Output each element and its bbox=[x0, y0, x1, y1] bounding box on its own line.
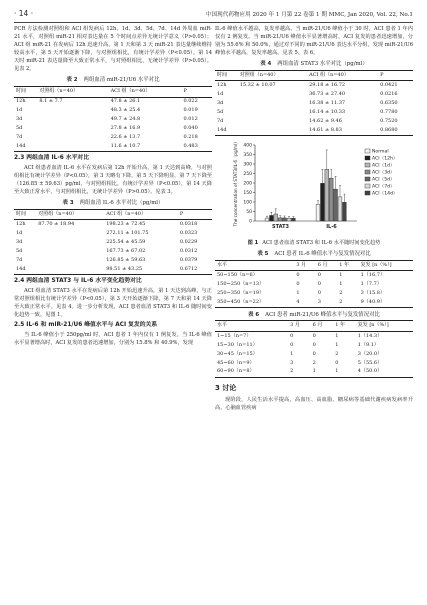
table-cell: 5d bbox=[16, 247, 23, 254]
table-3-row bbox=[14, 265, 212, 274]
table-cell: 27.8 ± 16.9 bbox=[110, 124, 141, 131]
table-cell bbox=[37, 115, 108, 124]
table-cell: 0.483 bbox=[183, 142, 198, 149]
table-6-row bbox=[215, 332, 413, 341]
table-cell: 0.0216 bbox=[380, 90, 398, 97]
table-cell: 0 bbox=[312, 341, 316, 348]
table-6-header: 水平 bbox=[217, 322, 228, 329]
table-6-number: 表 6 bbox=[248, 312, 260, 318]
table-cell: 1d bbox=[16, 107, 23, 114]
table-cell: 1（7.7） bbox=[360, 280, 382, 287]
table-cell: 14d bbox=[217, 126, 227, 133]
table-cell: 16.14 ± 10.33 bbox=[309, 108, 346, 115]
table-5-header: 3 月 bbox=[296, 261, 307, 268]
table-cell: 12h bbox=[16, 98, 26, 105]
legend-swatch bbox=[365, 177, 370, 181]
table-cell: 0 bbox=[317, 280, 321, 287]
table-cell: 16.38 ± 11.37 bbox=[309, 99, 346, 106]
table-cell: 4（50.0） bbox=[357, 368, 383, 375]
table-cell: 14.61 ± 8.83 bbox=[309, 126, 342, 133]
bar bbox=[292, 218, 296, 221]
legend-label: ACI（3d） bbox=[372, 170, 395, 176]
table-cell: 45~60（n=9） bbox=[217, 359, 255, 366]
table-6-caption bbox=[215, 311, 413, 319]
table-cell: 2 bbox=[290, 368, 294, 375]
table-cell: 5（55.6） bbox=[357, 359, 383, 366]
table-cell: 3d bbox=[16, 115, 23, 122]
table-cell: 1 bbox=[335, 368, 339, 375]
table-5-row bbox=[215, 289, 413, 298]
table-cell: 0.6350 bbox=[380, 99, 398, 106]
table-6-title: ACI 患者 miR-21/U6 峰值水平与复发情况对比 bbox=[265, 312, 380, 318]
table-4-body bbox=[215, 81, 413, 136]
table-4-header: 对照组（n=40） bbox=[239, 71, 279, 78]
table-2-row bbox=[14, 124, 212, 133]
table-cell: 0 bbox=[317, 289, 321, 296]
table-4-row bbox=[215, 117, 413, 126]
table-6-row bbox=[215, 341, 413, 350]
y-tick-label: 250 bbox=[243, 172, 252, 178]
table-cell: 87.70 ± 18.94 bbox=[38, 221, 75, 228]
section-heading-2-3: 2.3 两组血清 IL-6 水平对比 bbox=[14, 155, 89, 162]
table-cell: 1 bbox=[312, 368, 316, 375]
table-cell: 12h bbox=[16, 221, 26, 228]
table-3-row bbox=[14, 256, 212, 265]
table-cell: 0 bbox=[296, 280, 300, 287]
table-2 bbox=[14, 86, 212, 152]
table-cell: 0.019 bbox=[183, 107, 198, 114]
table-3-row bbox=[14, 229, 212, 238]
table-cell: 0.8680 bbox=[380, 126, 398, 133]
table-2-header: 时间 bbox=[16, 87, 27, 94]
table-cell: 0 bbox=[290, 341, 294, 348]
table-cell: 7d bbox=[217, 117, 224, 124]
table-4-header: ACI 组（n=40） bbox=[309, 71, 349, 78]
table-cell bbox=[36, 238, 104, 247]
right-column bbox=[215, 25, 413, 413]
table-4-header-row bbox=[215, 70, 413, 81]
table-6-header: 1 年 bbox=[335, 322, 345, 329]
table-cell bbox=[37, 142, 108, 151]
table-6-header: 复发 [n（%）] bbox=[357, 322, 389, 329]
table-cell bbox=[37, 133, 108, 142]
figure-1-title: ACI 患者血清 STAT3 和 IL-6 水平随时间变化趋势 bbox=[262, 240, 381, 247]
table-5-header: 复发 [n（%）] bbox=[360, 261, 392, 268]
section-heading-2-5: 2.5 IL-6 和 miR-21/U6 峰值水平与 ACI 复发的关系 bbox=[14, 322, 158, 329]
table-6-header-row bbox=[215, 321, 413, 332]
table-3-body bbox=[14, 220, 212, 275]
table-cell bbox=[238, 90, 307, 99]
table-cell: 48.3 ± 25.4 bbox=[110, 107, 141, 114]
table-cell: 0.0229 bbox=[179, 238, 198, 245]
table-cell: 4 bbox=[296, 298, 300, 305]
y-tick-label: 0 bbox=[249, 219, 252, 225]
table-5-header: 水平 bbox=[217, 261, 228, 268]
table-2-body bbox=[14, 97, 212, 152]
table-4 bbox=[215, 70, 413, 136]
bar bbox=[321, 183, 325, 221]
table-4-caption bbox=[215, 60, 413, 68]
table-cell: 0.7780 bbox=[380, 108, 398, 115]
section-heading-2-4: 2.4 两组血清 STAT3 与 IL-6 水平变化趋势对比 bbox=[14, 278, 142, 285]
bar bbox=[338, 197, 342, 221]
bar-chart bbox=[215, 139, 413, 235]
table-cell: 30~45（n=15） bbox=[217, 350, 258, 357]
legend-label: Normal bbox=[372, 149, 389, 155]
left-column bbox=[14, 25, 212, 348]
table-2-caption bbox=[14, 76, 212, 84]
table-cell: 0.7520 bbox=[380, 117, 398, 124]
table-3-header: P bbox=[179, 210, 184, 217]
table-6-row bbox=[215, 350, 413, 359]
table-6-header: 6 月 bbox=[312, 322, 323, 329]
bar bbox=[287, 218, 291, 221]
table-cell: 98.51 ± 43.25 bbox=[106, 265, 143, 272]
table-cell: 1d bbox=[16, 230, 23, 237]
paragraph-recurrence-mir21: IL-6 峰值水平越高，复发率越高。当 miR-21/U6 峰值小于 30 时，ACI 患者 1 年内仅有 2 例复发。当 miR-21/U6 峰值水平显著增高时，ACI 复发的患者迅速增加，分别为 55.6% 和 50.0%，通过对不同的 miR-21/U6 表达水平分组，发现 miR-21/U6 峰值水平越高，复发率越高。见表 5、表 6。 bbox=[215, 26, 413, 57]
table-cell: 36.73 ± 27.40 bbox=[309, 90, 346, 97]
table-cell: 3 bbox=[290, 359, 294, 366]
y-axis-label: The concentration of STAT3/IL-6（pg/ml） bbox=[233, 139, 238, 227]
table-cell: 3 bbox=[317, 298, 321, 305]
table-cell: 50~150（n=6） bbox=[217, 271, 258, 278]
table-cell: 3（15.8） bbox=[360, 289, 385, 296]
table-cell: 47.8 ± 26.1 bbox=[110, 98, 141, 105]
bar bbox=[329, 178, 333, 221]
table-5-row bbox=[215, 298, 413, 307]
table-cell bbox=[238, 99, 307, 108]
legend-label: ACI（5d） bbox=[372, 177, 395, 183]
table-cell: 1 bbox=[335, 332, 339, 339]
table-4-row bbox=[215, 126, 413, 135]
table-5-header: 1 年 bbox=[339, 261, 349, 268]
table-cell: 198.23 ± 72.45 bbox=[106, 221, 146, 228]
table-cell: 0.0312 bbox=[179, 247, 198, 254]
table-cell: 0.0421 bbox=[380, 81, 398, 88]
table-3-header: 时间 bbox=[16, 210, 27, 217]
table-3-title: 两组血清 IL-6 水平对比（pg/ml） bbox=[79, 200, 164, 207]
table-cell: 0.040 bbox=[183, 124, 198, 131]
table-cell: 1 bbox=[290, 350, 294, 357]
table-2-header: ACI 组（n=40） bbox=[110, 87, 151, 94]
table-cell: 0 bbox=[335, 359, 339, 366]
table-3-row bbox=[14, 247, 212, 256]
table-4-row bbox=[215, 90, 413, 99]
table-4-header: P bbox=[380, 71, 384, 78]
table-cell: 126.85 ± 59.63 bbox=[106, 256, 146, 263]
table-cell: 3（20.0） bbox=[357, 350, 383, 357]
bar bbox=[316, 204, 320, 221]
table-2-header: 对照组（n=40） bbox=[39, 87, 79, 94]
y-tick-label: 150 bbox=[243, 191, 252, 197]
table-cell: 225.54 ± 45.59 bbox=[106, 238, 146, 245]
table-2-row bbox=[14, 133, 212, 142]
table-5-number: 表 5 bbox=[257, 251, 269, 258]
table-cell: 14d bbox=[16, 265, 26, 272]
paragraph-recurrence-il6: 当 IL-6 峰值小于 250pg/ml 时，ACI 患者 1 年内仅有 1 例复发。当 IL-6 峰值水平显著增高时，ACI 复发的患者迅速增加，分别为 15.8% 和 40.9%，发现 bbox=[14, 332, 212, 347]
table-6-body bbox=[215, 332, 413, 378]
table-cell bbox=[238, 108, 307, 117]
table-cell: 2 bbox=[339, 289, 343, 296]
bar bbox=[334, 189, 338, 221]
table-2-number: 表 2 bbox=[66, 77, 78, 84]
table-cell: 14d bbox=[16, 142, 26, 149]
table-cell: 0.218 bbox=[183, 133, 198, 140]
table-cell: 9（40.9） bbox=[360, 298, 385, 305]
table-cell bbox=[36, 265, 104, 274]
table-cell: 3d bbox=[217, 99, 224, 106]
table-2-row bbox=[14, 142, 212, 151]
table-4-header: 时间 bbox=[217, 71, 228, 78]
legend-swatch bbox=[365, 156, 370, 160]
table-6-row bbox=[215, 368, 413, 377]
table-cell: 0 bbox=[296, 271, 300, 278]
table-cell: 272.11 ± 101.75 bbox=[106, 230, 149, 237]
table-cell: 7d bbox=[16, 256, 23, 263]
table-5-caption bbox=[215, 250, 413, 258]
journal-title: 中国现代药物应用 2020 年 1 月第 22 卷第 1 期 MMC, Jan 2020, Vol. 22, No.1 bbox=[205, 12, 413, 19]
table-cell: 2 bbox=[312, 359, 316, 366]
legend-swatch bbox=[365, 191, 370, 195]
legend-label: ACI（12h） bbox=[372, 156, 398, 162]
section-heading-discussion: 3 讨论 bbox=[215, 383, 237, 392]
table-4-row bbox=[215, 108, 413, 117]
table-cell: 5d bbox=[16, 124, 23, 131]
bar bbox=[274, 214, 278, 221]
table-cell: 1~15（n=7） bbox=[217, 332, 252, 339]
y-tick-label: 300 bbox=[243, 162, 252, 168]
bar bbox=[265, 218, 269, 221]
page-number: · 14 · bbox=[14, 9, 34, 19]
table-cell bbox=[36, 256, 104, 265]
table-cell: 0 bbox=[312, 332, 316, 339]
table-cell: 1（14.3） bbox=[357, 332, 383, 339]
table-2-title: 两组血清 miR-21/U6 水平对比 bbox=[83, 77, 160, 84]
table-cell: 1 bbox=[335, 341, 339, 348]
table-6-header: 3 月 bbox=[290, 322, 300, 329]
x-tick-label: IL-6 bbox=[326, 224, 337, 230]
table-2-header-row bbox=[14, 86, 212, 97]
paragraph-results-mir21: PCR 方法检测对照组和 ACI 组发病后 12h、1d、3d、5d、7d、14d 外周血 miR-21 水平，对照组 miR-21 相对表达量在 5 个时间点差异无统计学意义（P>0.05）；ACI 组 miR-21 在发病后 12h 迅速升高，第 1 天和第 3 天 miR-21 表达量继续维持较高水平，第 5 天开始逐渐下降，与对照组相比，有统计学差异（P<0.05）。第 14 天时 miR-21 表达量降至大致正常水平，与对照组相比，无统计学差异（P>0.05）。见表 2。 bbox=[14, 26, 212, 73]
table-3 bbox=[14, 209, 212, 275]
table-3-header: 对照组（n=40） bbox=[38, 210, 78, 217]
bar bbox=[278, 218, 282, 221]
bar bbox=[270, 215, 274, 221]
legend-swatch bbox=[365, 163, 370, 167]
table-4-row bbox=[215, 81, 413, 90]
figure-1-number: 图 1 bbox=[247, 240, 259, 247]
table-cell: 5d bbox=[217, 108, 224, 115]
y-tick-label: 50 bbox=[246, 210, 252, 216]
table-cell: 0.0323 bbox=[179, 230, 198, 237]
y-tick-label: 350 bbox=[243, 153, 252, 159]
table-cell: 0 bbox=[317, 271, 321, 278]
figure-1-caption bbox=[215, 239, 413, 247]
paragraph-results-il6: ACI 组患者血清 IL-6 水平在发病后第 12h 开始升高，第 1 天达到高峰，与对照组相比有统计学差异（P<0.05），第 3 天略有下降，第 5 天下降明显，第 7 天下降至（126.85 ± 59.63）pg/ml，与对照组相比，有统计学差异（P<0.05），第 14 天降至大致正常水平，与对照组相比，无统计学差异（P>0.05）。见表 3。 bbox=[14, 165, 212, 196]
table-cell: 1（16.7） bbox=[360, 271, 385, 278]
table-cell: 350~450（n=22） bbox=[217, 298, 265, 305]
table-cell: 167.73 ± 67.02 bbox=[106, 247, 146, 254]
table-cell: 1 bbox=[296, 289, 300, 296]
table-cell bbox=[36, 247, 104, 256]
table-cell: 1d bbox=[217, 90, 224, 97]
table-4-title: 两组血清 STAT3 水平对比（pg/ml） bbox=[277, 61, 368, 68]
table-3-header: ACI 组（n=40） bbox=[106, 210, 146, 217]
table-cell: 0.0379 bbox=[179, 256, 198, 263]
table-5-row bbox=[215, 271, 413, 280]
table-cell: 0.6712 bbox=[179, 265, 198, 272]
table-2-row bbox=[14, 106, 212, 115]
table-cell: 22.6 ± 13.7 bbox=[110, 133, 141, 140]
table-cell: 8.1 ± 7.7 bbox=[39, 98, 63, 105]
y-tick-label: 400 bbox=[243, 143, 252, 149]
table-2-header: P bbox=[183, 87, 187, 94]
table-3-row bbox=[14, 238, 212, 247]
table-cell bbox=[37, 124, 108, 133]
table-cell: 15~30（n=11） bbox=[217, 341, 258, 348]
table-cell: 3d bbox=[16, 238, 23, 245]
table-3-caption bbox=[14, 199, 212, 207]
table-cell: 150~250（n=13） bbox=[217, 280, 265, 287]
table-cell: 250~350（n=19） bbox=[217, 289, 265, 296]
table-3-row bbox=[14, 220, 212, 229]
table-4-number: 表 4 bbox=[260, 61, 272, 68]
table-6-row bbox=[215, 359, 413, 368]
table-cell: 2 bbox=[339, 298, 343, 305]
table-cell: 12h bbox=[217, 81, 227, 88]
bar bbox=[325, 169, 329, 221]
table-cell bbox=[37, 106, 108, 115]
table-3-number: 表 3 bbox=[62, 200, 74, 207]
legend-swatch bbox=[365, 149, 370, 153]
table-cell bbox=[238, 126, 307, 135]
table-cell: 1（9.1） bbox=[357, 341, 379, 348]
legend-swatch bbox=[365, 184, 370, 188]
y-tick-label: 100 bbox=[243, 200, 252, 206]
table-cell: 0.0318 bbox=[179, 221, 198, 228]
table-5-title: ACI 患者 IL-6 峰值水平与复发情况对比 bbox=[274, 251, 371, 258]
table-cell: 2 bbox=[335, 350, 339, 357]
table-cell bbox=[238, 117, 307, 126]
table-6 bbox=[215, 320, 413, 377]
legend-swatch bbox=[365, 170, 370, 174]
table-cell: 29.18 ± 16.72 bbox=[309, 81, 346, 88]
table-5 bbox=[215, 260, 413, 309]
table-5-header: 6 月 bbox=[317, 261, 328, 268]
table-3-header-row bbox=[14, 209, 212, 220]
table-cell: 7d bbox=[16, 133, 23, 140]
bar bbox=[343, 202, 347, 221]
table-cell: 11.6 ± 10.7 bbox=[110, 142, 141, 149]
table-5-row bbox=[215, 280, 413, 289]
table-5-body bbox=[215, 271, 413, 308]
table-cell: 0 bbox=[290, 332, 294, 339]
legend-label: ACI（7d） bbox=[372, 184, 395, 190]
y-tick-label: 200 bbox=[243, 181, 252, 187]
bar bbox=[283, 218, 287, 221]
legend-label: ACI（14d） bbox=[372, 191, 398, 197]
paragraph-results-stat3: ACI 组血清 STAT3 水平在发病后第 12h 开始迅速升高，第 1 天达到高峰，与正常对照组相比有统计学差异（P<0.05），第 3 天开始逐渐下降，第 7 天和第 14 天降至大致正常水平。见表 4。进一步分析发现，ACI 患者血清 STAT3 和 IL-6 随时间变化趋势一致。见图 1。 bbox=[14, 288, 212, 319]
legend-label: ACI（1d） bbox=[372, 163, 395, 169]
x-tick-label: STAT3 bbox=[272, 224, 289, 230]
paragraph-discussion: 现阶段，人民生活水平提高，高血压、高血脂、糖尿病等基础代谢疾病发病率升高，心脑血管疾病 bbox=[215, 396, 413, 411]
table-4-row bbox=[215, 99, 413, 108]
running-header bbox=[14, 8, 413, 23]
table-cell: 60~90（n=8） bbox=[217, 368, 255, 375]
table-cell: 15.32 ± 10.07 bbox=[239, 81, 276, 88]
table-cell: 0.022 bbox=[183, 98, 198, 105]
figure-1 bbox=[215, 139, 413, 247]
table-cell: 49.7 ± 24.8 bbox=[110, 115, 141, 122]
table-cell: 1 bbox=[339, 271, 343, 278]
table-cell: 14.62 ± 9.46 bbox=[309, 117, 342, 124]
table-5-header-row bbox=[215, 260, 413, 271]
table-2-row bbox=[14, 115, 212, 124]
table-2-row bbox=[14, 97, 212, 106]
table-cell bbox=[36, 229, 104, 238]
table-cell: 1 bbox=[339, 280, 343, 287]
table-cell: 0.012 bbox=[183, 115, 198, 122]
table-cell: 0 bbox=[312, 350, 316, 357]
